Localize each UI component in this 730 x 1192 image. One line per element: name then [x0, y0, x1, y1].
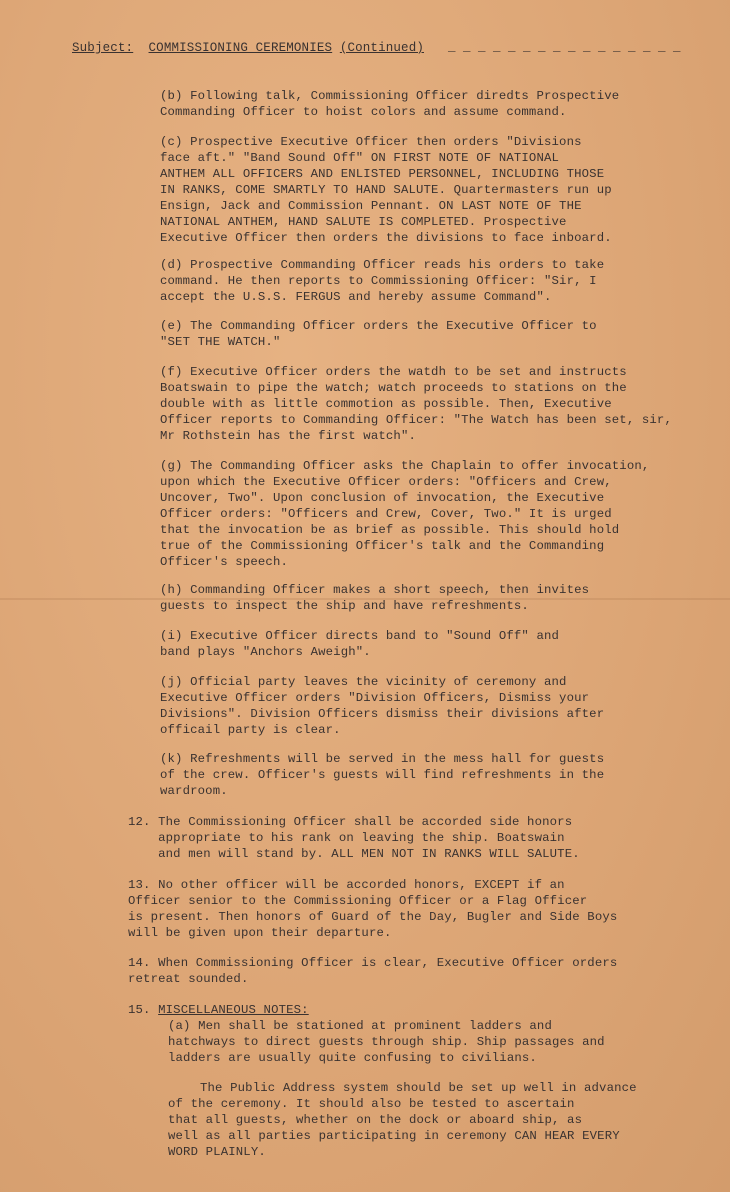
- para-15a-line: ladders are usually quite confusing to civilians.: [168, 1051, 537, 1065]
- para-h-line: (h) Commanding Officer makes a short speech, then invites: [160, 583, 590, 597]
- para-15b-line: The Public Address system should be set up well in advance: [200, 1081, 637, 1095]
- para-c-line: (c) Prospective Executive Officer then orders "Divisions: [160, 135, 582, 149]
- para-15-heading: [128, 1002, 309, 1018]
- para-g-line: Officer orders: "Officers and Crew, Cover, Two." It is urged: [160, 507, 612, 521]
- para-g-line: true of the Commissioning Officer's talk and the Commanding: [160, 539, 605, 553]
- para-g-line: (g) The Commanding Officer asks the Chaplain to offer invocation,: [160, 459, 650, 473]
- para-13-line: is present. Then honors of Guard of the Day, Bugler and Side Boys: [128, 910, 618, 924]
- para-15a-line: hatchways to direct guests through ship. Ship passages and: [168, 1035, 605, 1049]
- subject-text: COMMISSIONING CEREMONIES: [148, 41, 333, 55]
- para-12-line: appropriate to his rank on leaving the ship. Boatswain: [128, 831, 565, 845]
- subject-dashes: _ _ _ _ _ _ _ _ _ _ _ _ _ _ _ _: [448, 40, 681, 54]
- para-j-line: Divisions". Division Officers dismiss their divisions after: [160, 707, 605, 721]
- para-k-line: of the crew. Officer's guests will find refreshments in the: [160, 768, 605, 782]
- para-j-line: (j) Official party leaves the vicinity of ceremony and: [160, 675, 567, 689]
- para-e-line: (e) The Commanding Officer orders the Executive Officer to: [160, 319, 597, 333]
- para-i-line: (i) Executive Officer directs band to "Sound Off" and: [160, 629, 560, 643]
- para-c-line: Executive Officer then orders the divisions to face inboard.: [160, 231, 612, 245]
- para-12-line: 12. The Commissioning Officer shall be accorded side honors: [128, 815, 573, 829]
- subject-continued: (Continued): [339, 41, 424, 55]
- para-f-line: Boatswain to pipe the watch; watch proceeds to stations on the: [160, 381, 627, 395]
- para-14-line: 14. When Commissioning Officer is clear, Executive Officer orders: [128, 956, 618, 970]
- para-15a-line: (a) Men shall be stationed at prominent ladders and: [168, 1019, 552, 1033]
- subject-header: [72, 40, 424, 56]
- para-g-line: that the invocation be as brief as possible. This should hold: [160, 523, 620, 537]
- para-g-line: Officer's speech.: [160, 555, 288, 569]
- para-k-line: wardroom.: [160, 784, 228, 798]
- para-d-line: accept the U.S.S. FERGUS and hereby assume Command".: [160, 290, 552, 304]
- para-c-line: Ensign, Jack and Commission Pennant. ON LAST NOTE OF THE: [160, 199, 582, 213]
- para-j-line: officail party is clear.: [160, 723, 341, 737]
- para-g-line: upon which the Executive Officer orders: "Officers and Crew,: [160, 475, 612, 489]
- para-13-line: 13. No other officer will be accorded honors, EXCEPT if an: [128, 878, 565, 892]
- para-c-line: NATIONAL ANTHEM, HAND SALUTE IS COMPLETED. Prospective: [160, 215, 567, 229]
- para-g-line: Uncover, Two". Upon conclusion of invocation, the Executive: [160, 491, 605, 505]
- para-h-line: guests to inspect the ship and have refreshments.: [160, 599, 529, 613]
- para-f-line: (f) Executive Officer orders the watdh to be set and instructs: [160, 365, 627, 379]
- para-b-line: (b) Following talk, Commissioning Officer diredts Prospective: [160, 89, 620, 103]
- para-13-line: Officer senior to the Commissioning Officer or a Flag Officer: [128, 894, 588, 908]
- para-c-line: ANTHEM ALL OFFICERS AND ENLISTED PERSONNEL, INCLUDING THOSE: [160, 167, 605, 181]
- para-e-line: "SET THE WATCH.": [160, 335, 281, 349]
- para-d-line: command. He then reports to Commissioning Officer: "Sir, I: [160, 274, 597, 288]
- para-k-line: (k) Refreshments will be served in the mess hall for guests: [160, 752, 605, 766]
- para-c-line: IN RANKS, COME SMARTLY TO HAND SALUTE. Quartermasters run up: [160, 183, 612, 197]
- para-f-line: Officer reports to Commanding Officer: "The Watch has been set, sir,: [160, 413, 672, 427]
- subject-label: Subject:: [72, 41, 134, 55]
- para-15b-line: WORD PLAINLY.: [168, 1145, 266, 1159]
- para-c-line: face aft." "Band Sound Off" ON FIRST NOTE OF NATIONAL: [160, 151, 560, 165]
- para-15b-line: of the ceremony. It should also be tested to ascertain: [168, 1097, 575, 1111]
- para-15b-line: that all guests, whether on the dock or aboard ship, as: [168, 1113, 583, 1127]
- para-b-line: Commanding Officer to hoist colors and assume command.: [160, 105, 567, 119]
- para-j-line: Executive Officer orders "Division Officers, Dismiss your: [160, 691, 590, 705]
- para-d-line: (d) Prospective Commanding Officer reads his orders to take: [160, 258, 605, 272]
- para-13-line: will be given upon their departure.: [128, 926, 392, 940]
- para-f-line: double with as little commotion as possible. Then, Executive: [160, 397, 612, 411]
- para-i-line: band plays "Anchors Aweigh".: [160, 645, 371, 659]
- para-15-number: 15.: [128, 1003, 151, 1017]
- para-12-line: and men will stand by. ALL MEN NOT IN RANKS WILL SALUTE.: [128, 847, 580, 861]
- para-15-title: MISCELLANEOUS NOTES:: [158, 1003, 309, 1017]
- para-f-line: Mr Rothstein has the first watch".: [160, 429, 416, 443]
- para-14-line: retreat sounded.: [128, 972, 249, 986]
- para-15b-line: well as all parties participating in ceremony CAN HEAR EVERY: [168, 1129, 620, 1143]
